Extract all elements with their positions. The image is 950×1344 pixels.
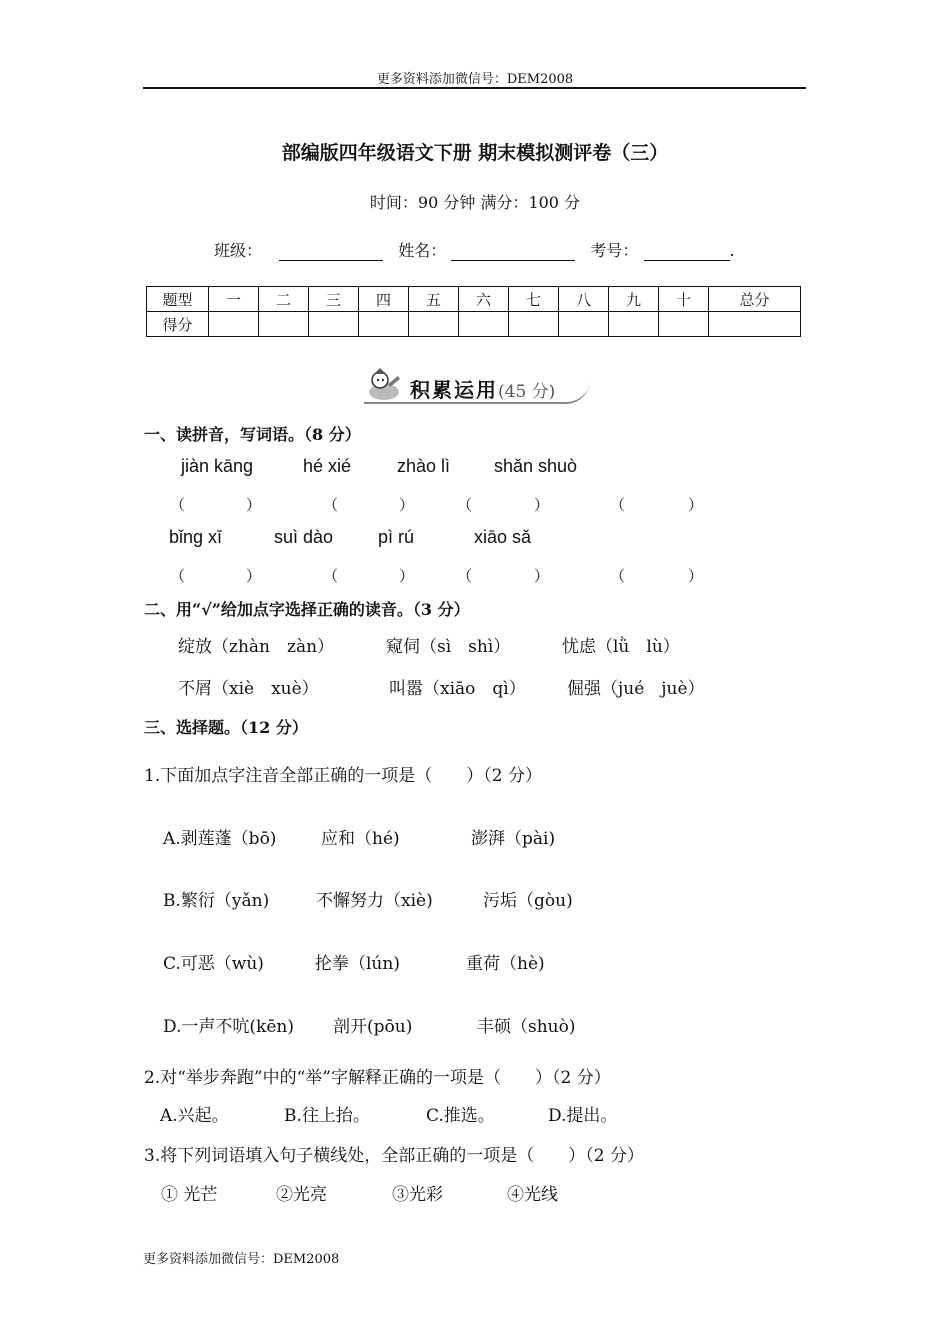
q2-option: A.兴起。 xyxy=(160,1106,229,1126)
section2-heading: 二、用“√”给加点字选择正确的读音。（3 分） xyxy=(144,600,470,619)
id-field[interactable] xyxy=(644,244,730,261)
table-cell: 八 xyxy=(559,287,609,312)
table-cell: 总分 xyxy=(709,287,801,312)
score-table-score-row xyxy=(147,312,801,337)
answer-paren-left: （ xyxy=(323,567,339,585)
time-info: 时间：90 分钟 满分：100 分 xyxy=(369,193,581,212)
table-cell: 五 xyxy=(409,287,459,312)
score-input-cell[interactable] xyxy=(559,312,609,337)
q1-option: 应和（hé) xyxy=(321,829,400,849)
answer-paren-left: （ xyxy=(170,567,186,585)
score-input-cell[interactable] xyxy=(209,312,259,337)
reading-choice: 窥伺（sì shì） xyxy=(386,637,511,657)
class-label: 班级： xyxy=(214,241,263,260)
score-table xyxy=(146,286,801,337)
answer-paren-left: （ xyxy=(610,496,626,514)
score-input-cell[interactable] xyxy=(409,312,459,337)
pinyin-item: shǎn shuò xyxy=(494,456,578,476)
section1-heading: 一、读拼音，写词语。（8 分） xyxy=(144,425,361,444)
id-label: 考号： xyxy=(590,241,639,260)
question-1: 1.下面加点字注音全部正确的一项是（ ）（2 分） xyxy=(144,766,542,786)
class-field[interactable] xyxy=(279,244,383,261)
answer-paren-left: （ xyxy=(457,496,473,514)
answer-paren-left: （ xyxy=(457,567,473,585)
table-cell: 一 xyxy=(209,287,259,312)
score-input-cell[interactable] xyxy=(609,312,659,337)
table-cell: 三 xyxy=(309,287,359,312)
score-input-cell[interactable] xyxy=(659,312,709,337)
answer-paren-left: （ xyxy=(610,567,626,585)
banner-title: 积累运用 xyxy=(410,378,498,402)
page-footer: 更多资料添加微信号：DEM2008 xyxy=(143,1252,340,1267)
reading-choice: 叫嚣（xiāo qì） xyxy=(389,679,526,699)
q1-option: A.剥莲蓬（bō) xyxy=(163,829,277,849)
score-input-cell[interactable] xyxy=(309,312,359,337)
score-input-cell[interactable] xyxy=(459,312,509,337)
pinyin-item: zhào lì xyxy=(397,456,451,476)
score-table-header-row xyxy=(147,287,801,312)
exam-title: 部编版四年级语文下册 期末模拟测评卷（三） xyxy=(281,142,669,164)
answer-paren-right: ） xyxy=(399,567,415,585)
score-input-cell[interactable] xyxy=(259,312,309,337)
table-cell: 得分 xyxy=(147,312,209,337)
answer-paren-right: ） xyxy=(534,496,550,514)
table-cell: 九 xyxy=(609,287,659,312)
section-banner xyxy=(410,374,555,403)
q1-option: 澎湃（pài) xyxy=(471,829,556,849)
student-info xyxy=(214,238,735,261)
score-input-cell[interactable] xyxy=(359,312,409,337)
answer-paren-right: ） xyxy=(688,496,704,514)
q1-option: D.一声不吭(kēn) xyxy=(163,1017,295,1037)
pinyin-item: xiāo sǎ xyxy=(474,527,532,547)
answer-paren-right: ） xyxy=(246,567,262,585)
page-header: 更多资料添加微信号：DEM2008 xyxy=(376,72,574,87)
answer-paren-right: ） xyxy=(534,567,550,585)
pinyin-item: suì dào xyxy=(274,527,334,547)
q2-option: C.推选。 xyxy=(426,1106,495,1126)
q1-option: 重荷（hè) xyxy=(466,954,545,974)
score-input-cell[interactable] xyxy=(509,312,559,337)
name-field[interactable] xyxy=(451,244,575,261)
table-cell: 十 xyxy=(659,287,709,312)
q1-option: 污垢（gòu) xyxy=(483,891,573,911)
table-cell: 七 xyxy=(509,287,559,312)
question-2: 2.对“举步奔跑”中的“举”字解释正确的一项是（ ）（2 分） xyxy=(144,1068,611,1088)
header-rule xyxy=(143,87,806,89)
section3-heading: 三、选择题。（12 分） xyxy=(144,718,308,737)
table-cell: 二 xyxy=(259,287,309,312)
answer-paren-left: （ xyxy=(323,496,339,514)
q3-word: ③光彩 xyxy=(392,1185,443,1205)
q3-word: ②光亮 xyxy=(276,1185,327,1205)
q2-option: B.往上抬。 xyxy=(284,1106,370,1126)
q2-option: D.提出。 xyxy=(548,1106,618,1126)
mascot-icon xyxy=(364,366,404,402)
pinyin-item: pì rú xyxy=(378,527,415,547)
answer-paren-left: （ xyxy=(170,496,186,514)
table-cell: 四 xyxy=(359,287,409,312)
table-cell: 题型 xyxy=(147,287,209,312)
answer-paren-right: ） xyxy=(399,496,415,514)
answer-paren-right: ） xyxy=(246,496,262,514)
q3-word: ④光线 xyxy=(507,1185,558,1205)
question-3: 3.将下列词语填入句子横线处，全部正确的一项是（ ）（2 分） xyxy=(144,1146,644,1166)
q1-option: 丰硕（shuò) xyxy=(477,1017,576,1037)
banner-score: (45 分) xyxy=(498,382,556,402)
table-cell: 六 xyxy=(459,287,509,312)
reading-choice: 不屑（xiè xuè） xyxy=(178,679,319,699)
q1-option: 剖开(pōu) xyxy=(333,1017,413,1037)
pinyin-item: bǐng xī xyxy=(169,527,223,547)
reading-choice: 倔强（jué juè） xyxy=(567,679,705,699)
q1-option: B.繁衍（yǎn) xyxy=(163,891,270,911)
pinyin-item: jiàn kāng xyxy=(181,456,254,476)
student-info-end: . xyxy=(729,241,735,260)
pinyin-item: hé xié xyxy=(303,456,352,476)
name-label: 姓名： xyxy=(398,241,447,260)
q1-option: C.可恶（wù) xyxy=(163,954,264,974)
answer-paren-right: ） xyxy=(688,567,704,585)
q1-option: 抡拳（lún) xyxy=(315,954,400,974)
reading-choice: 忧虑（lǜ lù） xyxy=(562,637,680,657)
score-input-cell[interactable] xyxy=(709,312,801,337)
q1-option: 不懈努力（xiè) xyxy=(316,891,433,911)
q3-word: ① 光芒 xyxy=(161,1185,218,1205)
reading-choice: 绽放（zhàn zàn） xyxy=(178,637,335,657)
